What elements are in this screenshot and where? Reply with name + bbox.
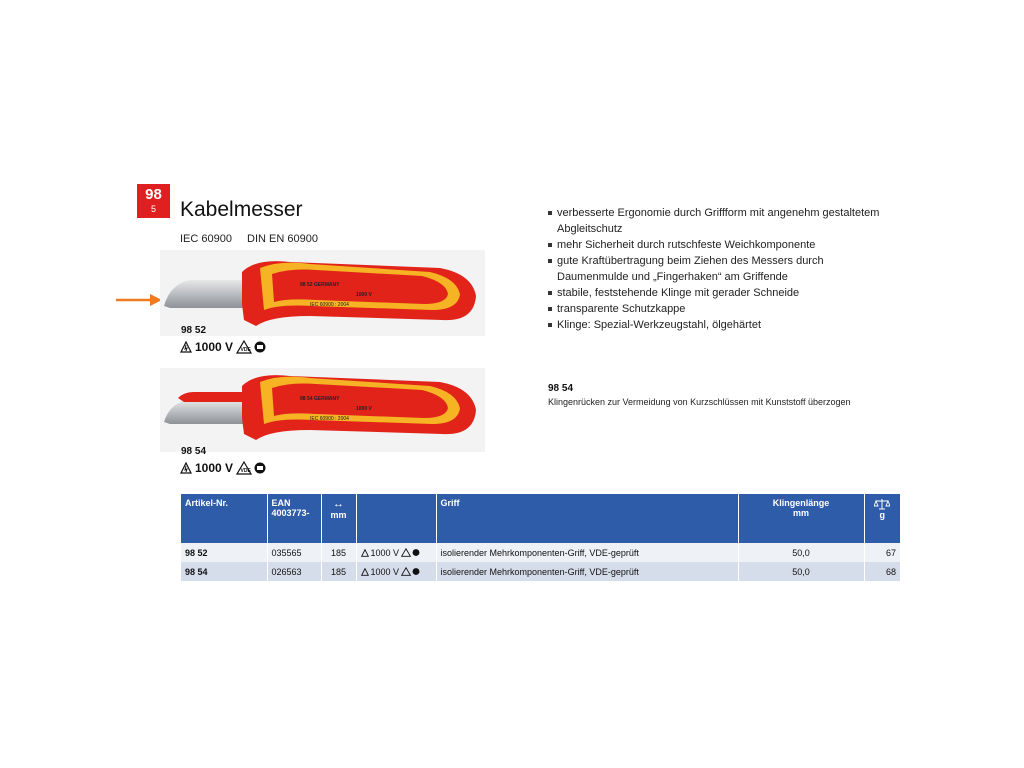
cell-ean: 035565 bbox=[267, 543, 321, 562]
cell-blade-length: 50,0 bbox=[738, 543, 864, 562]
table-row bbox=[181, 562, 900, 581]
header-ean-line2: 4003773- bbox=[271, 508, 310, 518]
feature-item: Klinge: Spezial-Werkzeugstahl, ölgehärtet bbox=[548, 317, 898, 333]
standard-iec: IEC 60900 bbox=[180, 233, 232, 245]
product-label-9854: 98 54 bbox=[181, 446, 207, 457]
section-sub: 5 bbox=[150, 204, 156, 214]
scale-icon bbox=[874, 498, 890, 510]
svg-text:1000 V: 1000 V bbox=[356, 406, 372, 412]
header-blade-length bbox=[738, 494, 864, 543]
header-weight bbox=[864, 494, 900, 543]
header-grip: Griff bbox=[436, 494, 738, 543]
header-article: Artikel-Nr. bbox=[181, 494, 267, 543]
voltage-text: 1000 V bbox=[195, 340, 234, 354]
cell-grip: isolierender Mehrkomponenten-Griff, VDE-geprüft bbox=[436, 543, 738, 562]
header-weight-unit: g bbox=[879, 510, 885, 520]
page-title: Kabelmesser bbox=[180, 198, 303, 221]
warning-triangle-icon bbox=[180, 341, 192, 353]
length-arrow-icon: ↔ bbox=[333, 498, 344, 510]
svg-text:VDE: VDE bbox=[240, 468, 251, 474]
header-ean bbox=[267, 494, 321, 543]
vde-certification-icon bbox=[401, 548, 421, 557]
header-length bbox=[321, 494, 356, 543]
header-blade-length-line1: Klingenlänge bbox=[772, 498, 830, 508]
standard-din: DIN EN 60900 bbox=[247, 233, 318, 245]
cell-weight: 67 bbox=[864, 543, 900, 562]
table-row bbox=[181, 543, 900, 562]
cell-grip: isolierender Mehrkomponenten-Griff, VDE-geprüft bbox=[436, 562, 738, 581]
svg-text:VDE: VDE bbox=[240, 347, 251, 353]
header-blade-length-line2: mm bbox=[792, 508, 809, 518]
header-length-unit: mm bbox=[330, 510, 347, 520]
knife-image-9854 bbox=[160, 368, 485, 452]
voltage-rating-9854 bbox=[180, 461, 268, 475]
note-text: Klingenrücken zur Vermeidung von Kurzschlüssen mit Kunststoff überzogen bbox=[548, 397, 851, 407]
cell-voltage-text: 1000 V bbox=[370, 566, 400, 577]
svg-text:IEC 60900 : 2004: IEC 60900 : 2004 bbox=[310, 302, 349, 308]
pointer-arrow-icon bbox=[116, 292, 162, 308]
voltage-text: 1000 V bbox=[195, 461, 234, 475]
feature-item: transparente Schutzkappe bbox=[548, 301, 898, 317]
feature-item: gute Kraftübertragung beim Ziehen des Messers durch Daumenmulde und „Fingerhaken“ am Griffende bbox=[548, 253, 898, 285]
cell-article: 98 54 bbox=[181, 562, 267, 581]
svg-text:98 54 GERMANY: 98 54 GERMANY bbox=[300, 396, 340, 402]
svg-text:98 52 GERMANY: 98 52 GERMANY bbox=[300, 282, 340, 288]
svg-text:IEC 60900 : 2004: IEC 60900 : 2004 bbox=[310, 416, 349, 422]
table-header-row bbox=[181, 494, 900, 543]
cell-length: 185 bbox=[321, 562, 356, 581]
knife-image-9852 bbox=[160, 250, 485, 336]
vde-certification-icon bbox=[401, 567, 421, 576]
feature-item: verbesserte Ergonomie durch Griffform mit angenehm gestaltetem Abgleitschutz bbox=[548, 205, 898, 237]
header-voltage bbox=[356, 494, 436, 543]
section-badge bbox=[137, 184, 170, 218]
voltage-rating-9852 bbox=[180, 340, 268, 354]
svg-text:1000 V: 1000 V bbox=[356, 292, 372, 298]
warning-triangle-icon bbox=[180, 462, 192, 474]
cell-weight: 68 bbox=[864, 562, 900, 581]
header-ean-line1: EAN bbox=[271, 498, 291, 508]
cell-voltage bbox=[356, 543, 436, 562]
feature-item: stabile, feststehende Klinge mit gerader Schneide bbox=[548, 285, 898, 301]
warning-triangle-icon bbox=[361, 549, 369, 557]
cell-voltage bbox=[356, 562, 436, 581]
cell-blade-length: 50,0 bbox=[738, 562, 864, 581]
spec-table bbox=[181, 494, 900, 581]
standards bbox=[180, 233, 330, 245]
note-label: 98 54 bbox=[548, 383, 574, 394]
feature-item: mehr Sicherheit durch rutschfeste Weichkomponente bbox=[548, 237, 898, 253]
cell-voltage-text: 1000 V bbox=[370, 547, 400, 558]
feature-list bbox=[548, 205, 898, 333]
warning-triangle-icon bbox=[361, 568, 369, 576]
cell-length: 185 bbox=[321, 543, 356, 562]
vde-certification-icon bbox=[236, 340, 268, 354]
cell-ean: 026563 bbox=[267, 562, 321, 581]
cell-article: 98 52 bbox=[181, 543, 267, 562]
product-label-9852: 98 52 bbox=[181, 325, 207, 336]
vde-certification-icon bbox=[236, 461, 268, 475]
section-number: 98 bbox=[145, 186, 162, 203]
